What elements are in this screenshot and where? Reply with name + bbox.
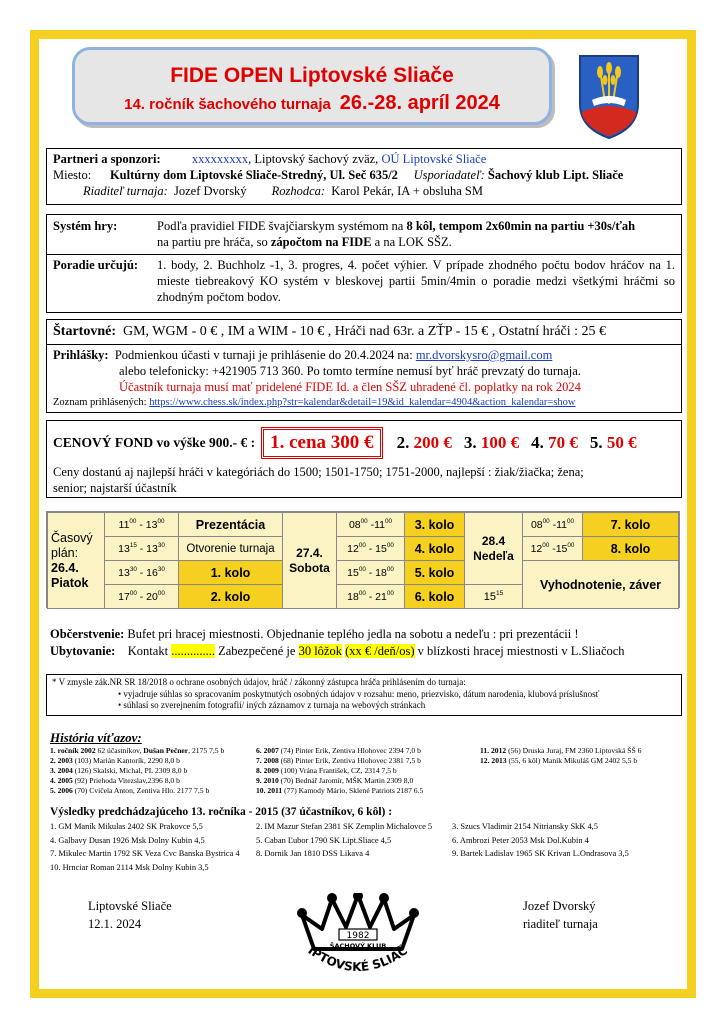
history-title: História víťazov:	[50, 730, 142, 745]
history-columns	[50, 746, 680, 796]
prize-item	[590, 433, 637, 452]
coat-of-arms-icon	[578, 54, 640, 140]
place-line	[53, 167, 675, 183]
prev-result-cell: 2. IM Mazur Stefan 2381 SK Zemplin Michalovce 5	[256, 822, 433, 831]
page-title: FIDE OPEN Liptovské Sliače	[170, 64, 454, 87]
accommodation-line	[50, 643, 680, 659]
prev-result-row	[50, 834, 680, 848]
history-text: 62 účastníkov,	[95, 746, 144, 755]
history-year: 3. 2004	[50, 766, 73, 775]
prev-result-cell: 5. Caban Ľubor 1790 SK Lipt.Sliace 4,5	[256, 835, 392, 845]
sponsor-szz: , Liptovský šachový zväz,	[248, 152, 379, 166]
history-text: (92) Priehoda Vitezslav,2396 8,0 b	[72, 776, 180, 785]
prize-item	[531, 433, 578, 452]
history-entry	[50, 746, 256, 756]
history-text: (56) Druska Juraj, FM 2360 Liptovská ŠŠ 6	[506, 746, 642, 755]
prev-results-title: Výsledky predchádzajúceho 13. ročníka - 2015 (37 účastníkov, 6 kôl) :	[50, 806, 393, 818]
d2-event-2: 5. kolo	[405, 561, 465, 585]
registration-line	[53, 347, 675, 363]
fees-line	[53, 322, 675, 342]
footer-right	[523, 898, 598, 932]
registered-list-line	[53, 395, 675, 410]
history-year: 10. 2011	[256, 786, 283, 795]
d3-time-0: $08^{00}$ $-11^{00}$	[523, 513, 583, 537]
history-year: 12. 2013	[480, 756, 507, 765]
director-label: Riaditeľ turnaja:	[83, 184, 168, 198]
prize-categories: Ceny dostanú aj najlepší hráči v kategóriách do 1500; 1501-1750; 1751-2000, najlepší : žiak/žiačka; žena;	[53, 465, 584, 479]
history-text: (55, 6 kôl) Maník Mikuláš GM 2402 5,5 b	[506, 756, 638, 765]
history-year: 9. 2010	[256, 776, 279, 785]
day2-label: 27.4. Sobota	[283, 513, 337, 609]
history-entry	[256, 766, 480, 776]
prev-result-cell: 8. Dornik Jan 1810 DSS Likava 4	[256, 849, 370, 858]
refresh-text: Bufet pri hracej miestnosti. Objednanie teplého jedla na sobotu a nedeľu : pri prezentácii !	[127, 627, 579, 641]
prev-result-cell: 1. GM Maník Mikulas 2402 SK Prakovce 5,5	[50, 822, 203, 831]
fees-box	[46, 319, 682, 413]
fees-text: GM, WGM - 0 € , IM a WIM - 10 € , Hráči nad 63r. a ZŤP - 15 € , Ostatní hráči : 25 €	[123, 324, 607, 339]
order-row	[53, 257, 675, 305]
day3-label: 28.4 Nedeľa	[465, 513, 523, 585]
director-value: Jozef Dvorský	[174, 184, 247, 198]
prev-result-cell: 3. Szucs Vladimir 2154 Nitriansky SkK 4,5	[452, 822, 598, 831]
accommodation-price: (xx € /deň/os)	[345, 644, 415, 658]
prizes-box	[46, 420, 682, 498]
d2-event-1: 4. kolo	[405, 537, 465, 561]
place-label: Miesto:	[53, 168, 92, 182]
history-entry	[50, 786, 256, 796]
referee-label: Rozhodca:	[271, 184, 326, 198]
prize-item	[397, 433, 452, 452]
prev-result-cell	[256, 861, 452, 875]
history-winner: Dušan Pečner	[143, 746, 189, 755]
history-rest: , 2175 7,5 b	[188, 746, 225, 755]
history-text: (70) Bednář Jaromír, MŠK Martin 2309 8,0	[278, 776, 414, 785]
history-year: 5. 2006	[50, 786, 73, 795]
accommodation-beds: 30 lôžok	[298, 644, 342, 658]
accommodation-rest: v blízkosti hracej miestnosti v L.Sliačoch	[417, 644, 625, 658]
fees-label: Štartovné:	[53, 324, 116, 339]
d1-event-3: 2. kolo	[179, 585, 283, 609]
director-line	[53, 183, 675, 199]
phone-text: alebo telefonicky: +421905 713 360. Po tomto termíne nemusí byť hráč prevzatý do turnaja.	[119, 364, 581, 378]
accommodation-contact: Kontakt	[127, 644, 169, 658]
d2-time-1: $12^{00} - 15^{00}$	[337, 537, 405, 561]
referee-value: Karol Pekár, IA + obsluha SM	[331, 184, 483, 198]
system-text-3: a na LOK SŠZ.	[371, 235, 452, 249]
chess-club-logo	[292, 893, 424, 981]
logo-club: ŠACHOVÝ KLUB	[329, 942, 387, 950]
schedule-table	[47, 512, 679, 609]
prev-result-cell	[452, 861, 680, 875]
history-year: 7. 2008	[256, 756, 279, 765]
prize-amount: 50 €	[606, 433, 637, 452]
prizes-line	[53, 427, 675, 459]
prize-amount: 100 €	[480, 433, 520, 452]
organizer-label: Usporiadateľ:	[413, 168, 485, 182]
system-text-1: Podľa pravidiel FIDE švajčiarskym systémom na	[157, 219, 407, 233]
registered-list-link[interactable]: https://www.chess.sk/index.php?str=kalendar&detail=19&id_kalendar=4904&action_kalendar=show	[149, 397, 576, 408]
prev-result-row	[50, 847, 680, 861]
footer-date: 12.1. 2024	[88, 917, 142, 931]
d1-time-3: $17^{00} - 20^{00}$	[105, 585, 179, 609]
history-year: 6. 2007	[256, 746, 279, 755]
d1-event-2: 1. kolo	[179, 561, 283, 585]
prev-result-row	[50, 820, 680, 834]
accommodation-secured: Zabezpečené je	[218, 644, 296, 658]
page-subtitle	[75, 92, 549, 115]
d3-event-0: 7. kolo	[583, 513, 679, 537]
prize-place: 4.	[531, 433, 549, 452]
prev-result-cell: 9. Bartek Ladislav 1965 SK Krivan L.Ondrasova 3,5	[452, 849, 629, 858]
plan-cell	[48, 513, 105, 609]
registration-email-link[interactable]: mr.dvorskysro@gmail.com	[415, 348, 553, 362]
footer-left	[88, 898, 172, 932]
system-row	[53, 218, 675, 250]
history-text: (70) Cvičela Anton, Zentiva Hlo. 2177 7,5 b	[72, 786, 210, 795]
order-text: 1. body, 2. Buchholz -1, 3. progres, 4. počet výhier. V prípade zhodného počtu bodov hráčov na 1. mieste tiebreakový KO systém v bleskovej partii 5min/4min o poradie medzi všetkými hráčmi so zhodným počtom bodov.	[157, 258, 675, 304]
prev-result-cell: 4. Galbavy Dusan 1926 Msk Dolny Kubin 4,5	[50, 835, 205, 845]
title-box	[72, 47, 552, 125]
d1-time-1: $13^{15} - 13^{30}$	[105, 537, 179, 561]
partners-label: Partneri a sponzori:	[53, 152, 161, 166]
subtitle-edition: 14. ročník šachového turnaja	[124, 96, 331, 113]
d1-time-2: $13^{30} - 16^{30}$	[105, 561, 179, 585]
d1-time-0: $11^{00} - 13^{00}$	[105, 513, 179, 537]
d2-time-3: $18^{00} - 21^{00}$	[337, 585, 405, 609]
d3-event-1: 8. kolo	[583, 537, 679, 561]
footer-signer-role: riaditeľ turnaja	[523, 917, 598, 931]
subtitle-dates: 26.-28. apríl 2024	[339, 92, 500, 114]
registered-list-label: Zoznam prihlásených:	[53, 397, 147, 408]
closing-label: Vyhodnotenie, záver	[523, 561, 679, 609]
prev-result-cell: 10. Hrnciar Roman 2114 Msk Dolny Kubin 3,5	[50, 862, 209, 872]
history-col-3	[480, 746, 680, 796]
history-year: 1. ročník 2002	[50, 746, 96, 755]
system-fide: zápočtom na FIDE	[270, 235, 372, 249]
d2-event-0: 3. kolo	[405, 513, 465, 537]
d2-time-2: $15^{00} - 18^{00}$	[337, 561, 405, 585]
history-col-2	[256, 746, 480, 796]
partners-box	[46, 148, 682, 205]
history-year: 11. 2012	[480, 746, 507, 755]
fide-warning: Účastník turnaja musí mať pridelené FIDE Id. a člen SŠZ uhradené čl. poplatky na rok 2024	[119, 380, 581, 394]
prev-result-cell: 7. Mikulec Martin 1792 SK Veza Cvc Banska Bystrica 4	[50, 849, 240, 858]
refresh-block	[50, 626, 680, 659]
history-entry	[50, 776, 256, 786]
place-value: Kultúrny dom Liptovské Sliače-Stredný, Ul. Seč 635/2	[109, 168, 398, 182]
prize-item	[464, 433, 519, 452]
registration-label: Prihlášky:	[53, 348, 109, 362]
history-entry	[256, 776, 480, 786]
footer-signer: Jozef Dvorský	[523, 899, 596, 913]
history-text: (103) Marián Kantorík, 2290 8,0 b	[72, 756, 180, 765]
system-rounds: 8 kôl, tempom 2x60min na partiu +30s/ťah	[406, 219, 636, 233]
history-entry	[50, 766, 256, 776]
gdpr-box	[46, 674, 682, 716]
history-entry	[480, 746, 680, 756]
accommodation-label: Ubytovanie:	[50, 644, 116, 658]
first-prize: 1. cena 300 €	[261, 427, 382, 459]
prize-categories-2: senior; najstarší účastník	[53, 481, 177, 495]
order-label: Poradie určujú:	[53, 258, 139, 272]
history-entry	[480, 756, 680, 766]
d1-event-1: Otvorenie turnaja	[179, 537, 283, 561]
plan-label: Časový plán:	[51, 530, 93, 560]
prize-fund-label: CENOVÝ FOND vo výške 900.- € :	[53, 435, 256, 450]
registration-text: Podmienkou účasti v turnaji je prihlásenie do 20.4.2024 na:	[114, 348, 413, 362]
prev-results	[50, 820, 680, 874]
prev-result-cell: 6. Ambrozi Peter 2053 Msk Dol.Kubin 4	[452, 835, 589, 845]
logo-year: 1982	[346, 931, 370, 941]
history-col-1	[50, 746, 256, 796]
history-text: (100) Vrána František, CZ, 2314 7,5 b	[278, 766, 397, 775]
history-text: (126) Skalski, Michal, PL 2309 8,0 b	[72, 766, 188, 775]
history-text: (77) Kamody Mário, Sklené Patriots 2187 6.5	[282, 786, 424, 795]
gdpr-line-2: • vyjadruje súhlas so spracovaním poskytnutých osobných údajov v rozsahu: meno, priezvisko, dátum narodenia, klubová príslušnosť	[118, 688, 600, 699]
prize-amount: 200 €	[413, 433, 452, 452]
d3-time-1: $12^{00}$ $-15^{00}$	[523, 537, 583, 561]
system-text-2: na partiu pre hráča, so	[157, 235, 271, 249]
system-box	[46, 214, 682, 313]
history-entry	[256, 756, 480, 766]
system-text	[157, 218, 675, 250]
prize-list	[397, 433, 649, 453]
sponsor-placeholder: xxxxxxxxx	[191, 152, 249, 166]
history-year: 2. 2003	[50, 756, 73, 765]
d2-time-0: $08^{00}$ $-11^{00}$	[337, 513, 405, 537]
gdpr-line-1: * V zmysle zák.NR SR 18/2018 o ochrane osobných údajov, hráč / zákonný zástupca hráča prihlásením do turnaja:	[52, 677, 466, 687]
history-entry	[256, 746, 480, 756]
history-year: 8. 2009	[256, 766, 279, 775]
d2-event-3: 6. kolo	[405, 585, 465, 609]
prize-amount: 70 €	[548, 433, 578, 452]
prize-place: 3.	[463, 433, 481, 452]
history-block	[50, 730, 680, 874]
closing-time: $15^{15}$	[465, 585, 523, 609]
refresh-label: Občerstvenie:	[50, 627, 125, 641]
prev-result-row	[50, 861, 680, 875]
day1-label: 26.4. Piatok	[51, 560, 89, 590]
refresh-line	[50, 626, 680, 642]
history-text: (74) Pinter Erik, Zentiva Hlohovec 2394 7,0 b	[278, 746, 421, 755]
d1-event-0: Prezentácia	[179, 513, 283, 537]
history-entry	[50, 756, 256, 766]
accommodation-dots: ..............	[171, 644, 215, 658]
organizer-value: Šachový klub Lipt. Sliače	[487, 168, 624, 182]
footer-place: Liptovské Sliače	[88, 899, 172, 913]
system-label: Systém hry:	[53, 219, 118, 233]
partners-line	[53, 151, 675, 167]
history-year: 4. 2005	[50, 776, 73, 785]
sponsor-ou: OÚ Liptovské Sliače	[381, 152, 487, 166]
history-entry	[256, 786, 480, 796]
prize-place: 5.	[589, 433, 607, 452]
schedule-box	[46, 511, 680, 608]
logo-town-label: IPTOVSKÉ SLIAČ	[305, 943, 411, 975]
history-text: (68) Pinter Erik, Zentiva Hlohovec 2381 7,5 b	[278, 756, 421, 765]
gdpr-line-3: • súhlasí so zverejnením fotografií/ iných záznamov z turnaja na webových stránkach	[118, 700, 426, 710]
prize-place: 2.	[396, 433, 414, 452]
